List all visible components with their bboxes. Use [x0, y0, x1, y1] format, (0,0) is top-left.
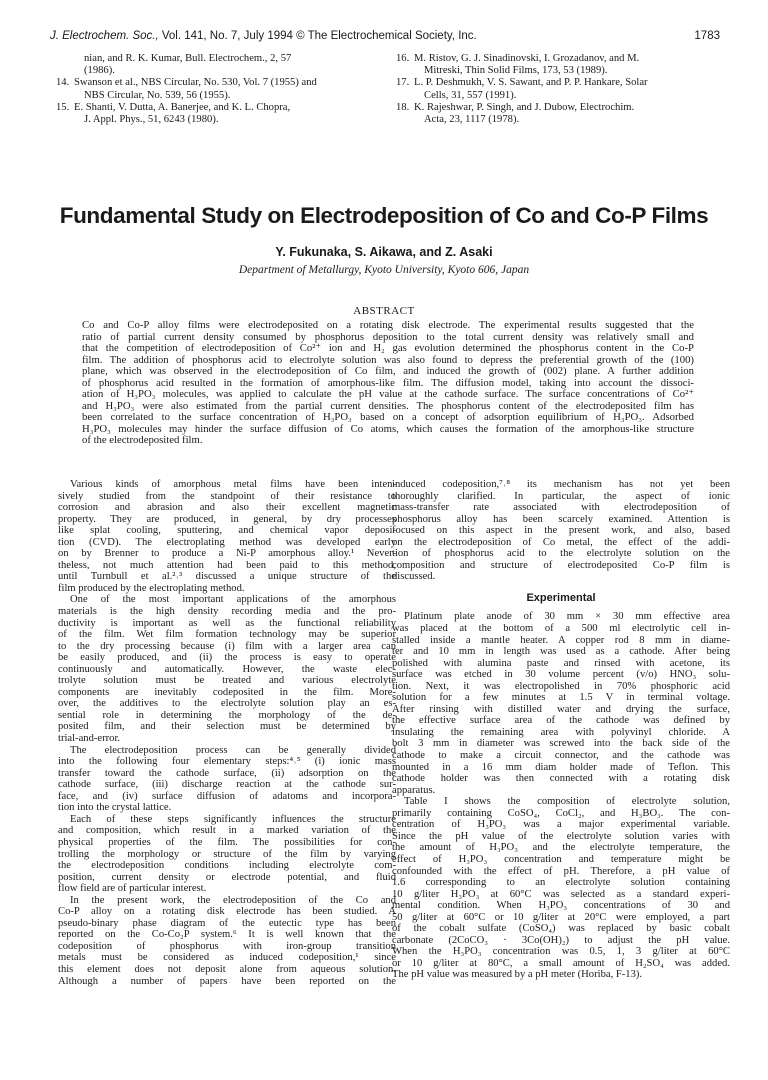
body-text-line: insulating the remaining area with polyvinyl chloride. A [392, 726, 730, 738]
abstract-line: of phosphorus acid resulted in the formation of amorphous-like film. The diffusion model, taking into account the dissoci- [82, 377, 694, 389]
body-text-line: property. They are produced, in general, by dry processes [58, 513, 396, 525]
body-text-line: Although a number of papers have been reported on the [58, 975, 396, 987]
body-text-line: One of the most important applications of the amorphous [70, 594, 396, 606]
body-text-line: tion into the crystal lattice. [58, 802, 172, 814]
abstract-body [82, 320, 694, 447]
reference-column-right [396, 53, 736, 126]
reference-text: E. Shanti, V. Dutta, A. Banerjee, and K. L. Chopra, [74, 101, 291, 113]
journal-name: J. Electrochem. Soc., [50, 30, 159, 42]
experimental-section [392, 611, 730, 981]
body-text-line: materials is the high density recording media and the pro- [58, 606, 396, 618]
body-text-line: In the present work, the electrodeposition of the Co and [70, 894, 396, 906]
body-text-line: focused on this aspect in the present work, and also, based [392, 525, 730, 537]
body-text-line: metals must be considered as induced codeposition,¹ since [58, 952, 396, 964]
article-title: Fundamental Study on Electrodeposition of Co and Co-P Films [59, 203, 709, 228]
abstract-line: ation of H₃PO₃ molecules, was applied to calculate the pH value at the cathode surface. The surface concentrations of Co²⁺ [82, 389, 694, 400]
body-text-line: effect of H₃PO₃ concentration and temperature might be [392, 853, 730, 865]
body-text-line: 50 g/liter at 60°C or 10 g/liter at 20°C were employed, a part [392, 911, 730, 923]
body-text-line: this element does not deposit alone from aqueous solution. [58, 963, 396, 975]
body-text-line: centration of H₃PO₃ was a major experimental variable. [392, 819, 730, 831]
reference-text: Cells, 31, 557 (1991). [424, 89, 517, 101]
body-text-line: was placed at the bottom of a 500 ml electrolytic cell in- [392, 623, 730, 635]
body-text-line: to the dry processing because (i) film with a larger area can [58, 640, 396, 652]
body-text-line: phosphorus alloy has been scarcely examined. Attention is [392, 513, 730, 525]
body-text-line: confounded with the effect of pH. Therefore, a pH value of [392, 865, 730, 877]
body-text-line: cathode surface, (iii) discharge reaction at the cathode sur- [58, 779, 396, 791]
body-text-line: sively studied from the standpoint of their resistance to [58, 490, 396, 502]
abstract-line: that the competition of electrodeposition of Co²⁺ ion and H₂ gas evolution determined the phosphorus content in the Co-P [82, 343, 694, 354]
reference-entry [56, 102, 396, 114]
body-text-line: of the cobalt sulfate (CoSO₄) was replaced by basic cobalt [392, 923, 730, 935]
body-text-line: induced codeposition,⁷˒⁸ its mechanism has not yet been [392, 479, 730, 490]
reference-entry [396, 114, 736, 126]
reference-number [56, 65, 74, 77]
reference-column-left [56, 53, 396, 126]
reference-text: Swanson et al., NBS Circular, No. 530, Vol. 7 (1955) and [74, 77, 317, 89]
body-text-line: cathode holder was then connected with a rotating disk [392, 773, 730, 785]
reference-number: 15. [56, 101, 70, 113]
body-text-line: The pH value was measured by a pH meter (Horiba, F-13). [392, 969, 643, 981]
body-text-line: like splat cooling, sputtering, and chemical vapor deposi- [58, 525, 396, 537]
body-text-line: Table I shows the composition of electrolyte solution, [404, 796, 730, 808]
body-text-line: surface was etched in 30 volume percent (v/o) HNO₃ solu- [392, 669, 730, 681]
body-text-line: posited film, and their selection must be determined by [58, 721, 396, 733]
body-text-line: theless, not much attention had been paid to this method, [58, 559, 396, 571]
body-text-line: mass-transfer rate associated with electrodeposition of [392, 502, 730, 514]
body-text-line: on the electrodeposition of Co metal, the effect of the addi- [392, 536, 730, 548]
reference-entry [396, 90, 736, 102]
body-text-line: over, the additives to the electrolyte solution play an es- [58, 698, 396, 710]
body-text-line: codeposition of phosphorus with iron-group transition [58, 940, 396, 952]
abstract-line: H₃PO₃ molecules may hinder the surface diffusion of Co atoms, which causes the formation of the amorphous-like structure [82, 423, 694, 435]
body-text-line: discussed. [392, 571, 436, 583]
body-text-line: carbonate (2CoCO₃ · 3Co(OH)₂) to adjust the pH value. [392, 934, 730, 946]
abstract-line: Co and Co-P alloy films were electrodeposited on a rotating disk electrode. The experimental results suggested that the [82, 320, 694, 331]
journal-citation: Vol. 141, No. 7, July 1994 © The Electrochemical Society, Inc. [158, 30, 477, 42]
body-text-line: or 10 g/liter at 80°C, a small amount of H₂SO₄ was added. [392, 957, 730, 969]
section-heading-experimental: Experimental [526, 591, 596, 604]
body-text-line: tion of phosphorus acid to the electrolyte solution on the [392, 548, 730, 560]
body-text-line: stalled inside a mantle heater. A copper rod 8 mm in diame- [392, 634, 730, 646]
reference-number: 17. [396, 77, 410, 89]
reference-entry [56, 90, 396, 102]
body-text-line: until Turnbull et al.²˒³ discussed a unique structure of the [58, 571, 396, 583]
body-text-line: trolling the morphology or structure of the film by varying [58, 848, 396, 860]
body-text-line: the electrodeposition conditions including electrolyte com- [58, 860, 396, 872]
intro-continuation [392, 479, 730, 583]
body-text-line: flow field are of particular interest. [58, 883, 207, 895]
abstract-line: been correlated to the surface concentration of H₃PO₃ based on a concept of adsorption equilibrium of H₃PO₃. Adsorbed [82, 412, 694, 423]
body-text-line: the effective surface area of the cathode was defined by [392, 715, 730, 727]
body-column-left [58, 479, 396, 987]
reference-entry [396, 65, 736, 77]
body-text-line: corrosion and abrasion and also their excellent magnetic [58, 502, 396, 514]
reference-text: K. Rajeshwar, P. Singh, and J. Dubow, Electrochim. [414, 101, 635, 113]
reference-number [56, 53, 74, 65]
running-header [50, 30, 720, 46]
reference-text: (1986). [84, 65, 115, 77]
body-text-line: composition and structure of electrodeposited Co-P film is [392, 559, 730, 571]
body-text-line: polished with alumina paste and rinsed with acetone, its [392, 657, 730, 669]
reference-text: L. P. Deshmukh, V. S. Sawant, and P. P. Hankare, Solar [414, 77, 648, 89]
body-text-line: cathode to make a circuit connector, and the cathode was [392, 750, 730, 762]
reference-text: Mitreski, Thin Solid Films, 173, 53 (1989). [424, 65, 608, 77]
article-authors: Y. Fukunaka, S. Aikawa, and Z. Asaki [275, 245, 493, 259]
reference-entry [56, 65, 396, 77]
reference-text: nian, and R. K. Kumar, Bull. Electrochem., 2, 57 [84, 53, 292, 64]
reference-number [396, 90, 414, 102]
body-text-line: face, and (iv) surface diffusion of adatoms and incorpora- [58, 790, 396, 802]
body-text-line: position, current density or electrode potential, and fluid [58, 871, 396, 883]
body-text-line: into the following four elementary steps:⁴˒⁵ (i) ionic mass [58, 756, 396, 768]
body-text-line: bolt 3 mm in diameter was screwed into the back side of the [392, 738, 730, 750]
body-text-line: The electrodeposition process can be generally divided [70, 744, 396, 756]
author-affiliation: Department of Metallurgy, Kyoto University, Kyoto 606, Japan [238, 264, 530, 276]
body-text-line: apparatus. [392, 784, 436, 796]
abstract-line: ratio of partial current density consumed by phosphorus deposition to the total current density was relatively small and [82, 331, 694, 343]
reference-number: 16. [396, 53, 410, 64]
body-text-line: Co-P alloy on a rotating disk electrode has been studied. A [58, 906, 396, 918]
body-text-line: and composition, which result in a marked variation of the [58, 825, 396, 837]
body-text-line: Since the pH value of the electrolyte solution varies with [392, 830, 730, 842]
body-text-line: mental condition. When H₃PO₃ concentrations of 30 and [392, 900, 730, 912]
body-text-line: ductivity is important as well as the functional reliability [58, 617, 396, 629]
body-text-line: primarily containing CoSO₄, CoCl₂, and H₃BO₃. The con- [392, 807, 730, 819]
body-text-line: sential role in determining the morphology of the de- [58, 709, 396, 721]
body-text-line: When the H₃PO₃ concentration was 0.5, 1, 3 g/liter at 60°C [392, 946, 730, 958]
body-text-line: solution for a few minutes at 1.5 V in terminal voltage. [392, 692, 730, 704]
reference-number [396, 114, 414, 126]
body-text-line: After rinsing with distilled water and drying the surface, [392, 703, 730, 715]
body-text-line: transfer toward the cathode surface, (ii) adsorption on the [58, 767, 396, 779]
reference-entry [396, 77, 736, 89]
page-number: 1783 [694, 30, 720, 42]
body-text-line: film produced by the electroplating method. [58, 582, 245, 594]
body-text-line: on by Brenner to produce a Ni-P amorphous alloy.¹ Never- [58, 548, 396, 560]
abstract-line: and H₃PO₃ were also estimated from the partial current densities. The phosphorus content of the electrodeposited film has [82, 400, 694, 412]
body-text-line: ter and 10 mm in length was used as a cathode. After being [392, 646, 730, 658]
body-text-line: tion. Next, it was electropolished in 70% phosphoric acid [392, 680, 730, 692]
reference-text: Acta, 23, 1117 (1978). [424, 114, 520, 126]
body-text-line: the amount of H₃PO₃ and the electrolyte temperature, the [392, 842, 730, 854]
reference-number [396, 65, 414, 77]
body-text-line: trial-and-error. [58, 733, 121, 745]
body-text-line: tion (CVD). The electroplating method was developed early [58, 536, 396, 548]
body-text-line: Each of these steps significantly influences the structure [70, 813, 396, 825]
body-text-line: 10 g/liter H₃PO₃ at 60°C was selected as a standard experi- [392, 888, 730, 900]
body-text-line: trolyte solution must be treated and various electrolyte [58, 675, 396, 687]
abstract-line: of the electrodeposited film. [82, 435, 203, 446]
body-text-line: be easily produced, and (ii) the process is easy to operate [58, 652, 396, 664]
reference-text: NBS Circular, No. 539, 56 (1955). [84, 89, 231, 101]
body-text-line: Various kinds of amorphous metal films have been inten- [70, 479, 396, 490]
reference-number: 14. [56, 77, 70, 89]
body-text-line: physical properties of the film. The possibilities for con- [58, 836, 396, 848]
abstract-line: film. The addition of phosphorus acid to electrolyte solution was also found to depress the preferential growth of the (100) [82, 354, 694, 366]
body-text-line: reported on the Co-Co₂P system.⁶ It is well known that the [58, 929, 396, 941]
body-text-line: 1.6 corresponding to an electrolyte solution containing [392, 877, 730, 889]
reference-number: 18. [396, 101, 410, 113]
reference-entry [396, 102, 736, 114]
reference-entry [56, 77, 396, 89]
reference-text: J. Appl. Phys., 51, 6243 (1980). [84, 114, 219, 126]
body-text-line: Platinum plate anode of 30 mm × 30 mm effective area [404, 611, 730, 623]
body-text-line: of the film. Wet film formation technology may be superior [58, 629, 396, 641]
body-text-line: components are inevitably codeposited in the film. More- [58, 686, 396, 698]
reference-entry [396, 53, 736, 65]
body-text-line: mounted in a 16 mm diam holder made of Teflon. This [392, 761, 730, 773]
body-text-line: thoroughly clarified. In particular, the aspect of ionic [392, 490, 730, 502]
body-text-line: pseudo-binary phase diagram of the eutectic type has been [58, 917, 396, 929]
reference-text: M. Ristov, G. J. Sinadinovski, I. Grozadanov, and M. [414, 53, 640, 64]
reference-entry [56, 53, 396, 65]
reference-number [56, 90, 74, 102]
reference-number [56, 114, 74, 126]
reference-entry [56, 114, 396, 126]
abstract-heading: ABSTRACT [353, 305, 415, 317]
abstract-line: plane, which was observed in the electrodeposition of Co film, and induced the growth of (002) plane. A further addition [82, 366, 694, 377]
body-column-right [392, 479, 730, 981]
body-text-line: continuously and automatically. However, the waste elec- [58, 663, 396, 675]
